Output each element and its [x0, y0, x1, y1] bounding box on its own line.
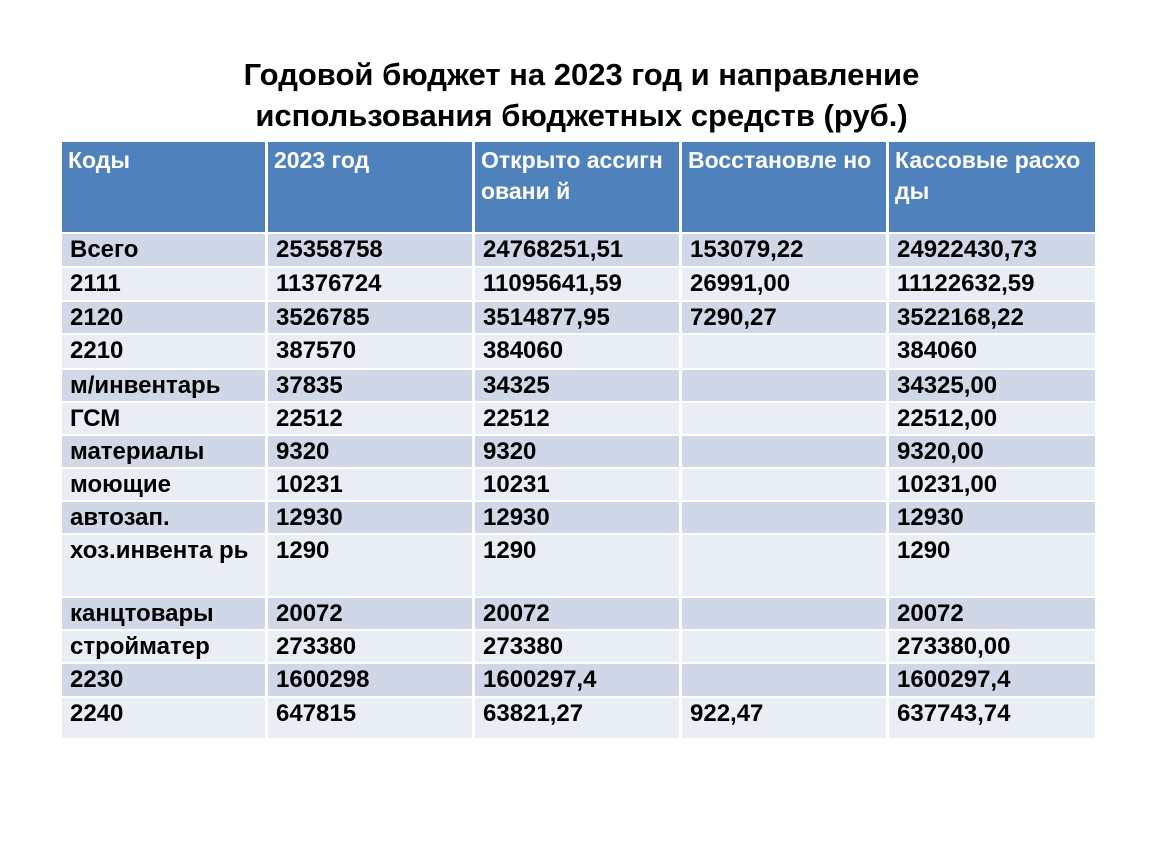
table-row — [62, 698, 1095, 738]
table-row — [62, 302, 1095, 333]
cell-cash-expenses: 273380,00 — [889, 631, 1095, 662]
cell-opened: 11095641,59 — [475, 268, 679, 300]
cell-code: ГСМ — [62, 403, 265, 434]
cell-year-2023: 10231 — [268, 469, 472, 500]
cell-cash-expenses: 34325,00 — [889, 370, 1095, 401]
cell-code: 2230 — [62, 664, 265, 696]
cell-restored — [682, 370, 886, 401]
table-row — [62, 502, 1095, 533]
cell-year-2023: 387570 — [268, 335, 472, 368]
cell-year-2023: 11376724 — [268, 268, 472, 300]
cell-restored: 26991,00 — [682, 268, 886, 300]
cell-cash-expenses: 24922430,73 — [889, 234, 1095, 266]
cell-cash-expenses: 1600297,4 — [889, 664, 1095, 696]
cell-year-2023: 12930 — [268, 502, 472, 533]
table-row — [62, 403, 1095, 434]
cell-code: 2240 — [62, 698, 265, 738]
table-row — [62, 664, 1095, 696]
cell-year-2023: 37835 — [268, 370, 472, 401]
cell-opened: 20072 — [475, 598, 679, 629]
cell-restored — [682, 598, 886, 629]
cell-year-2023: 647815 — [268, 698, 472, 738]
cell-restored: 7290,27 — [682, 302, 886, 333]
table-header-row — [62, 142, 1095, 232]
cell-year-2023: 1290 — [268, 535, 472, 596]
cell-year-2023: 1600298 — [268, 664, 472, 696]
cell-opened: 24768251,51 — [475, 234, 679, 266]
cell-opened: 63821,27 — [475, 698, 679, 738]
table-body — [62, 234, 1095, 738]
table-row — [62, 535, 1095, 596]
header-codes: Коды — [62, 142, 265, 232]
table-row — [62, 370, 1095, 401]
table-row — [62, 631, 1095, 662]
cell-restored — [682, 436, 886, 467]
cell-year-2023: 22512 — [268, 403, 472, 434]
cell-restored: 922,47 — [682, 698, 886, 738]
cell-code: материалы — [62, 436, 265, 467]
table-row — [62, 268, 1095, 300]
cell-cash-expenses: 22512,00 — [889, 403, 1095, 434]
table-row — [62, 335, 1095, 368]
cell-cash-expenses: 10231,00 — [889, 469, 1095, 500]
cell-cash-expenses: 11122632,59 — [889, 268, 1095, 300]
cell-year-2023: 25358758 — [268, 234, 472, 266]
cell-cash-expenses: 9320,00 — [889, 436, 1095, 467]
cell-cash-expenses: 20072 — [889, 598, 1095, 629]
cell-opened: 12930 — [475, 502, 679, 533]
cell-code: стройматер — [62, 631, 265, 662]
cell-opened: 22512 — [475, 403, 679, 434]
table-row — [62, 598, 1095, 629]
header-year-2023: 2023 год — [268, 142, 472, 232]
cell-code: канцтовары — [62, 598, 265, 629]
cell-restored — [682, 502, 886, 533]
cell-restored — [682, 631, 886, 662]
title-line-1: Годовой бюджет на 2023 год и направление — [243, 57, 920, 92]
cell-opened: 384060 — [475, 335, 679, 368]
header-opened: Открыто ассигновани й — [475, 142, 679, 232]
header-restored: Восстановле но — [682, 142, 886, 232]
table-row — [62, 436, 1095, 467]
cell-code: автозап. — [62, 502, 265, 533]
cell-code: моющие — [62, 469, 265, 500]
cell-opened: 273380 — [475, 631, 679, 662]
page-title — [0, 54, 1150, 136]
cell-code: 2111 — [62, 268, 265, 300]
cell-year-2023: 9320 — [268, 436, 472, 467]
cell-opened: 9320 — [475, 436, 679, 467]
cell-code: м/инвентарь — [62, 370, 265, 401]
cell-opened: 3514877,95 — [475, 302, 679, 333]
cell-opened: 1600297,4 — [475, 664, 679, 696]
cell-cash-expenses: 12930 — [889, 502, 1095, 533]
title-line-2: использования бюджетных средств (руб.) — [255, 98, 908, 133]
cell-restored — [682, 664, 886, 696]
cell-restored — [682, 535, 886, 596]
cell-restored: 153079,22 — [682, 234, 886, 266]
cell-opened: 34325 — [475, 370, 679, 401]
cell-code: хоз.инвента рь — [62, 535, 265, 596]
cell-code: Всего — [62, 234, 265, 266]
cell-opened: 1290 — [475, 535, 679, 596]
cell-code: 2120 — [62, 302, 265, 333]
cell-year-2023: 3526785 — [268, 302, 472, 333]
cell-year-2023: 20072 — [268, 598, 472, 629]
cell-restored — [682, 469, 886, 500]
cell-cash-expenses: 384060 — [889, 335, 1095, 368]
cell-year-2023: 273380 — [268, 631, 472, 662]
cell-cash-expenses: 3522168,22 — [889, 302, 1095, 333]
cell-cash-expenses: 637743,74 — [889, 698, 1095, 738]
header-cash-expenses: Кассовые расходы — [889, 142, 1095, 232]
cell-cash-expenses: 1290 — [889, 535, 1095, 596]
table-row — [62, 469, 1095, 500]
table-row — [62, 234, 1095, 266]
budget-table — [59, 140, 1098, 740]
cell-code: 2210 — [62, 335, 265, 368]
cell-opened: 10231 — [475, 469, 679, 500]
cell-restored — [682, 403, 886, 434]
cell-restored — [682, 335, 886, 368]
